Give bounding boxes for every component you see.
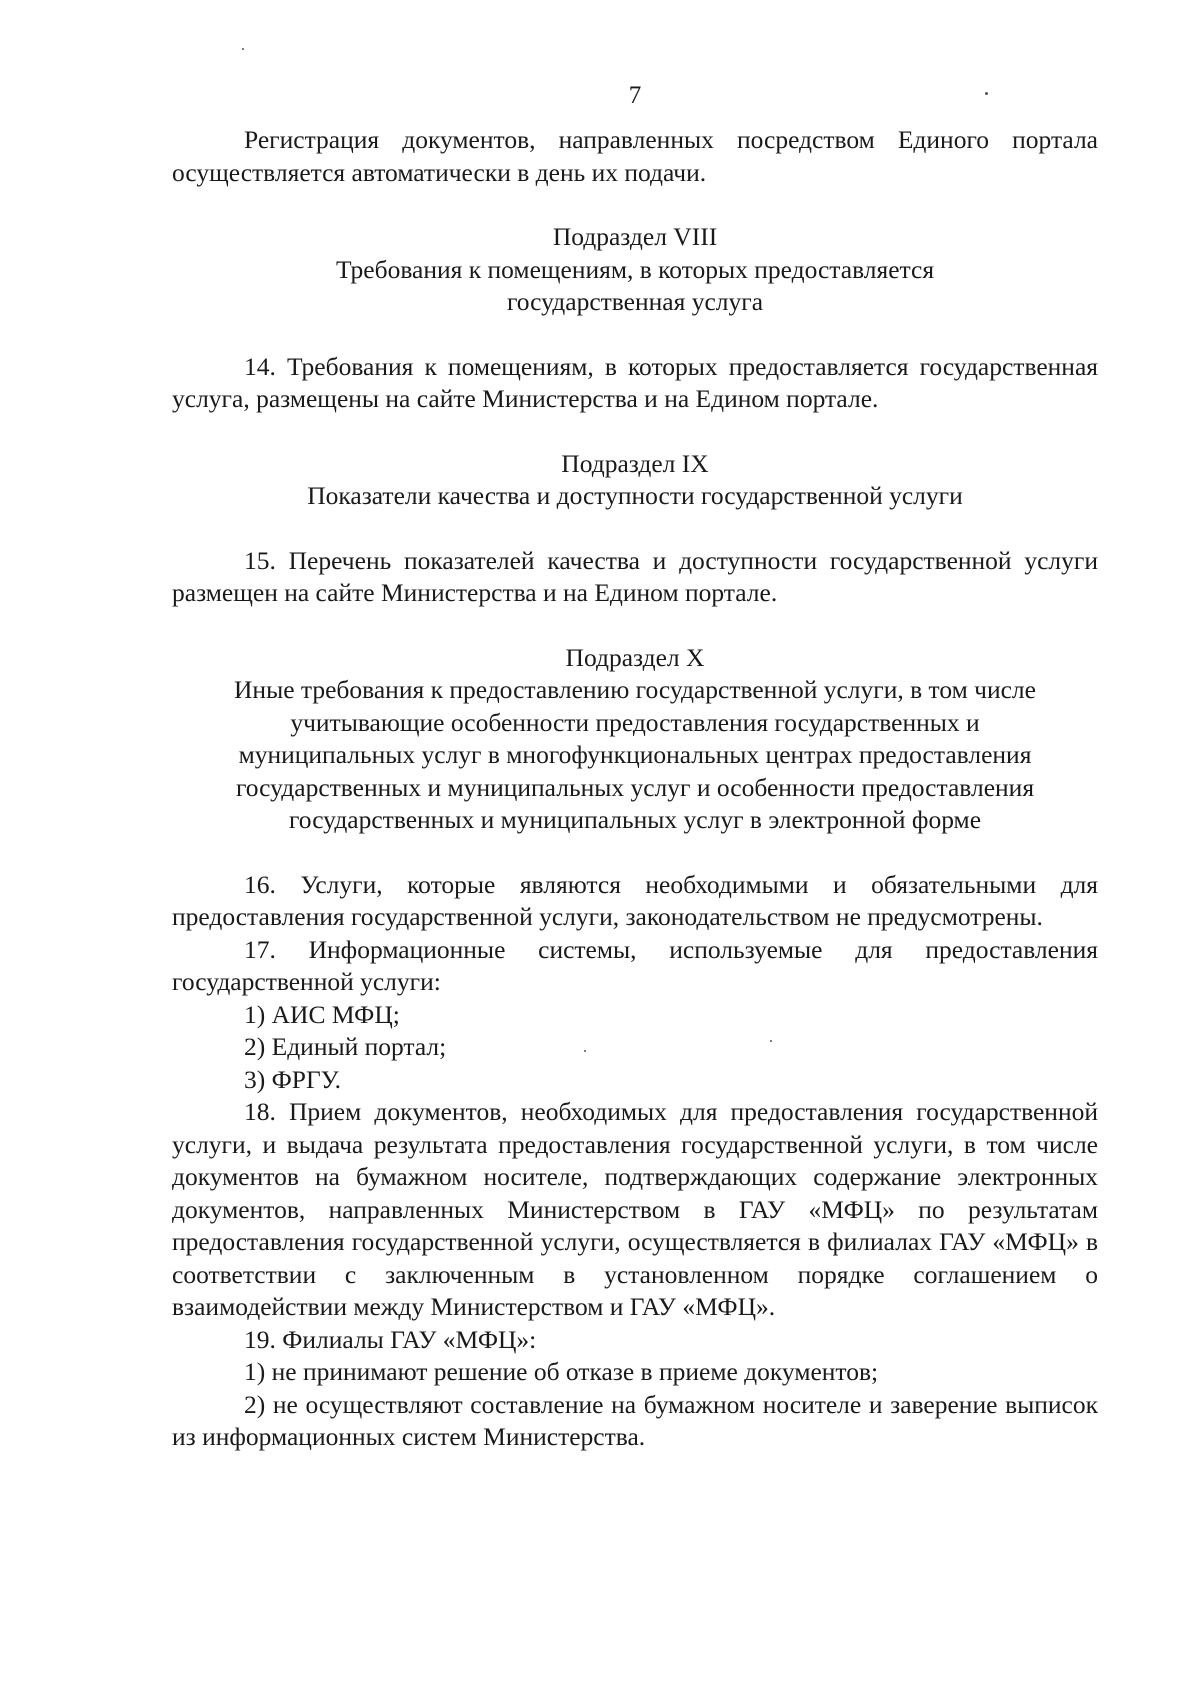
section-x-title-line: государственных и муниципальных услуг в электронной форме	[288, 805, 982, 834]
section-viii-heading	[172, 221, 1098, 319]
section-ix-heading	[172, 448, 1098, 513]
page-number: 7	[628, 82, 642, 109]
section-x-title-line: Иные требования к предоставлению государственной услуги, в том числе	[234, 675, 1036, 704]
section-x-title-line: учитывающие особенности предоставления государственных и	[290, 707, 980, 737]
scan-speck	[770, 1040, 772, 1042]
list-item: 2) Единый портал;	[244, 1032, 447, 1061]
paragraph-18: 18. Прием документов, необходимых для предоставления государственной услуги, и выдача результата предоставления государственной услуги, в том числе документов на бумажном носителе, подтверждающих содержание электронных документов, направленных Министерством в ГАУ «МФЦ» по результатам предоставления государственной услуги, осуществляется в филиалах ГАУ «МФЦ» в соответствии с заключенным в установленном порядке соглашением о взаимодействии между Министерством и ГАУ «МФЦ».	[172, 1097, 1098, 1321]
paragraph-16: 16. Услуги, которые являются необходимыми и обязательными для предоставления государственной услуги, законодательством не предусмотрены.	[172, 869, 1098, 931]
section-x-title-line: государственных и муниципальных услуг и особенности предоставления	[235, 772, 1035, 802]
paragraph-17: 17. Информационные системы, используемые для предоставления государственной услуги:	[172, 934, 1098, 996]
scan-speck	[584, 1050, 586, 1052]
scan-speck	[985, 92, 988, 95]
section-x-label: Подраздел X	[565, 642, 705, 672]
paragraph-14: 14. Требования к помещениям, в которых предоставляется государственная услуга, размещены на сайте Министерства и на Едином портале.	[172, 351, 1098, 413]
section-ix-title-line: Показатели качества и доступности государственной услуги	[307, 481, 963, 510]
scan-speck	[242, 48, 244, 50]
paragraph-15: 15. Перечень показателей качества и доступности государственной услуги размещен на сайте Министерства и на Едином портале.	[172, 545, 1098, 607]
list-item: 1) АИС МФЦ;	[244, 999, 400, 1029]
section-viii-label: Подраздел VIII	[552, 222, 718, 251]
section-ix-label: Подраздел IX	[561, 448, 709, 478]
paragraph-19: 19. Филиалы ГАУ «МФЦ»:	[244, 1324, 537, 1354]
document-body	[172, 124, 1098, 1454]
list-item: 2) не осуществляют составление на бумажном носителе и заверение выписок из информационных систем Министерства.	[172, 1389, 1098, 1451]
section-viii-title-line: Требования к помещениям, в которых предоставляется	[335, 254, 935, 284]
list-item: 1) не принимают решение об отказе в приеме документов;	[244, 1357, 879, 1386]
section-x-title-line: муниципальных услуг в многофункциональных центрах предоставления	[238, 740, 1032, 769]
section-viii-title-line: государственная услуга	[506, 287, 764, 316]
section-x-heading	[172, 642, 1098, 837]
list-item: 3) ФРГУ.	[244, 1064, 341, 1094]
paragraph-registration: Регистрация документов, направленных посредством Единого портала осуществляется автоматически в день их подачи.	[172, 125, 1098, 187]
